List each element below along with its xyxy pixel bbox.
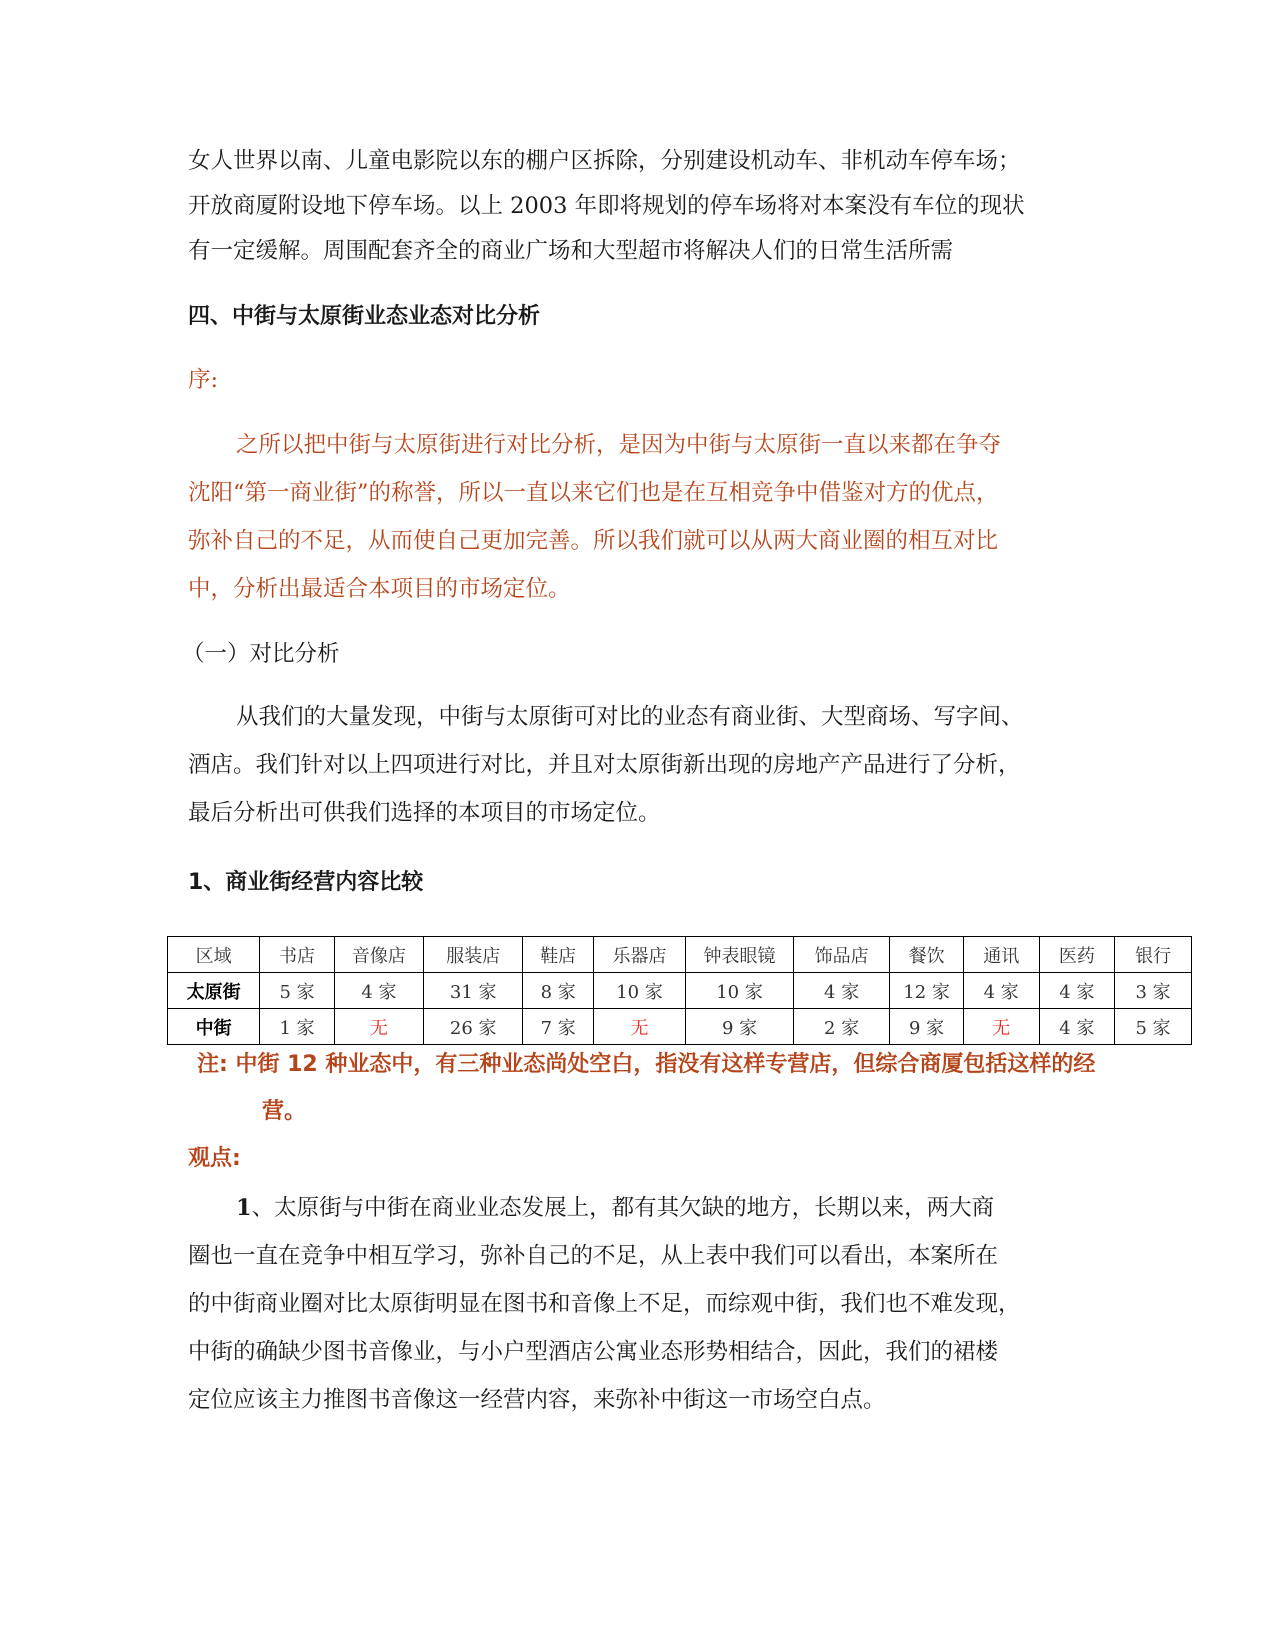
header-cell: 银行 <box>1115 937 1192 973</box>
table-cell: 8 家 <box>523 973 593 1009</box>
viewpoint-line-3: 的中街商业圈对比太原街明显在图书和音像上不足，而综观中街，我们也不难发现， <box>188 1291 1021 1317</box>
subsection-heading: （一）对比分析 <box>182 641 340 667</box>
preface-line-2: 沈阳“第一商业街”的称誉，所以一直以来它们也是在互相竞争中借鉴对方的优点， <box>188 480 999 506</box>
table-cell: 4 家 <box>334 973 423 1009</box>
section-heading: 四、中街与太原街业态业态对比分析 <box>188 304 541 329</box>
viewpoint-line-1 <box>236 1193 994 1223</box>
header-cell: 鞋店 <box>523 937 593 973</box>
table-cell: 4 家 <box>793 973 889 1009</box>
intro-line-1: 女人世界以南、儿童电影院以东的棚户区拆除，分别建设机动车、非机动车停车场； <box>188 148 1021 174</box>
table-cell: 7 家 <box>523 1009 593 1045</box>
table-cell: 26 家 <box>423 1009 522 1045</box>
header-cell: 医药 <box>1039 937 1115 973</box>
table-cell: 9 家 <box>890 1009 964 1045</box>
table-cell: 12 家 <box>890 973 964 1009</box>
analysis-line-3: 最后分析出可供我们选择的本项目的市场定位。 <box>188 800 661 826</box>
viewpoint-line-4: 中街的确缺少图书音像业，与小户型酒店公寓业态形势相结合，因此，我们的裙楼 <box>188 1339 999 1365</box>
table-cell: 10 家 <box>593 973 685 1009</box>
table-cell: 10 家 <box>686 973 794 1009</box>
table-cell: 3 家 <box>1115 973 1192 1009</box>
header-cell: 饰品店 <box>793 937 889 973</box>
viewpoint-line-2: 圈也一直在竞争中相互学习，弥补自己的不足，从上表中我们可以看出，本案所在 <box>188 1243 999 1269</box>
table-cell: 5 家 <box>260 973 335 1009</box>
viewpoint-text: 、太原街与中街在商业业态发展上，都有其欠缺的地方，长期以来，两大商 <box>251 1195 995 1221</box>
analysis-line-1: 从我们的大量发现，中街与太原街可对比的业态有商业街、大型商场、写字间、 <box>236 704 1024 730</box>
intro-line-3: 有一定缓解。周围配套齐全的商业广场和大型超市将解决人们的日常生活所需 <box>188 238 954 264</box>
table-cell: 31 家 <box>423 973 522 1009</box>
header-cell: 乐器店 <box>593 937 685 973</box>
table-note-continued: 营。 <box>262 1099 307 1124</box>
table-cell: 无 <box>593 1009 685 1045</box>
table-cell: 9 家 <box>686 1009 794 1045</box>
table-note: 注: 中街 12 种业态中，有三种业态尚处空白，指没有这样专营店，但综合商厦包括这样的经 <box>197 1052 1096 1077</box>
preface-line-1: 之所以把中街与太原街进行对比分析，是因为中街与太原街一直以来都在争夺 <box>236 432 1002 458</box>
header-cell: 区域 <box>168 937 260 973</box>
viewpoint-label: 观点: <box>188 1146 241 1171</box>
table-row <box>168 1009 1192 1045</box>
intro-line-2: 开放商厦附设地下停车场。以上 2003 年即将规划的停车场将对本案没有车位的现状 <box>188 193 1025 219</box>
table-cell: 2 家 <box>793 1009 889 1045</box>
row-label: 太原街 <box>168 973 260 1009</box>
table-cell: 无 <box>963 1009 1039 1045</box>
header-cell: 服装店 <box>423 937 522 973</box>
table-row <box>168 973 1192 1009</box>
table-cell: 5 家 <box>1115 1009 1192 1045</box>
viewpoint-line-5: 定位应该主力推图书音像这一经营内容，来弥补中街这一市场空白点。 <box>188 1387 886 1413</box>
row-label: 中街 <box>168 1009 260 1045</box>
comparison-table <box>167 936 1192 1045</box>
header-cell: 音像店 <box>334 937 423 973</box>
header-cell: 餐饮 <box>890 937 964 973</box>
viewpoint-number: 1 <box>236 1195 252 1221</box>
analysis-line-2: 酒店。我们针对以上四项进行对比，并且对太原街新出现的房地产产品进行了分析， <box>188 752 1021 778</box>
preface-label: 序: <box>188 367 219 393</box>
table-header-row <box>168 937 1192 973</box>
table-cell: 4 家 <box>963 973 1039 1009</box>
header-cell: 通讯 <box>963 937 1039 973</box>
table-cell: 无 <box>334 1009 423 1045</box>
header-cell: 书店 <box>260 937 335 973</box>
header-cell: 钟表眼镜 <box>686 937 794 973</box>
table-title: 1、商业街经营内容比较 <box>188 870 424 895</box>
preface-line-3: 弥补自己的不足，从而使自己更加完善。所以我们就可以从两大商业圈的相互对比 <box>188 528 999 554</box>
preface-line-4: 中，分析出最适合本项目的市场定位。 <box>188 576 571 602</box>
table-cell: 4 家 <box>1039 1009 1115 1045</box>
table-cell: 1 家 <box>260 1009 335 1045</box>
table-cell: 4 家 <box>1039 973 1115 1009</box>
